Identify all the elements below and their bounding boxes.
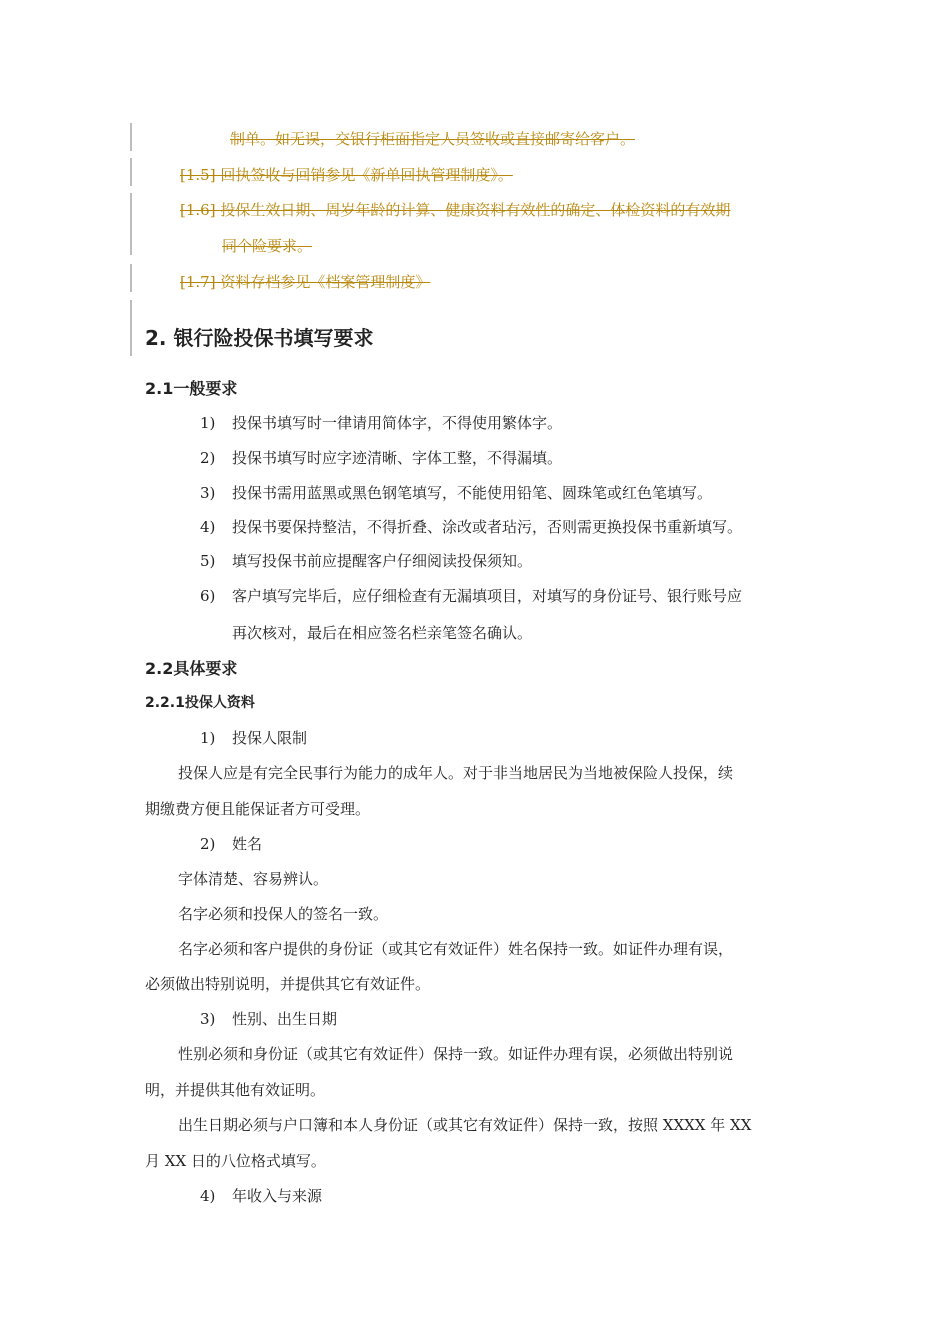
list-item-continuation: 再次核对，最后在相应签名栏亲笔签名确认。 (232, 624, 533, 642)
list-number: 2) (200, 449, 216, 467)
paragraph-line: 名字必须和投保人的签名一致。 (178, 905, 389, 923)
subsection-heading: 2.1一般要求 (145, 379, 238, 398)
list-item (200, 447, 562, 468)
deleted-text-line: [1.6] 投保生效日期、周岁年龄的计算、健康资料有效性的确定、体检资料的有效期 (180, 201, 731, 219)
list-number: 3) (200, 1010, 216, 1028)
paragraph-line: 出生日期必须与户口簿和本人身份证（或其它有效证件）保持一致，按照 XXXX 年 XX (178, 1116, 752, 1134)
change-bar (130, 193, 132, 255)
list-item-text: 投保书要保持整洁，不得折叠、涂改或者玷污，否则需更换投保书重新填写。 (232, 518, 743, 536)
list-item-text: 填写投保书前应提醒客户仔细阅读投保须知。 (232, 552, 533, 570)
paragraph-line: 名字必须和客户提供的身份证（或其它有效证件）姓名保持一致。如证件办理有误， (178, 940, 734, 958)
item-heading (200, 833, 262, 854)
paragraph-line: 投保人应是有完全民事行为能力的成年人。对于非当地居民为当地被保险人投保，续 (178, 764, 734, 782)
list-number: 1) (200, 729, 216, 747)
deleted-text-line: 同个险要求。 (222, 237, 313, 255)
deleted-text-line: [1.7] 资料存档参见《档案管理制度》 (180, 273, 431, 291)
item-heading-text: 投保人限制 (232, 729, 308, 747)
item-heading (200, 1008, 337, 1029)
list-number: 3) (200, 484, 216, 502)
paragraph-line: 字体清楚、容易辨认。 (178, 870, 329, 888)
item-heading (200, 1185, 322, 1206)
paragraph-line: 性别必须和身份证（或其它有效证件）保持一致。如证件办理有误，必须做出特别说 (178, 1045, 734, 1063)
list-number: 2) (200, 835, 216, 853)
list-item (200, 585, 742, 606)
paragraph-line: 必须做出特别说明，并提供其它有效证件。 (145, 975, 431, 993)
list-item-text: 投保书填写时一律请用简体字，不得使用繁体字。 (232, 414, 563, 432)
list-number: 4) (200, 1187, 216, 1205)
deleted-text-line: 制单。如无误，交银行柜面指定人员签收或直接邮寄给客户。 (230, 130, 636, 148)
change-bar (130, 158, 132, 186)
list-number: 1) (200, 414, 216, 432)
list-item (200, 550, 532, 571)
subsection-heading: 2.2具体要求 (145, 659, 238, 678)
list-item (200, 516, 742, 537)
list-item-text: 投保书填写时应字迹清晰、字体工整，不得漏填。 (232, 449, 563, 467)
list-item (200, 482, 712, 503)
change-bar (130, 123, 132, 151)
item-heading-text: 年收入与来源 (232, 1187, 323, 1205)
list-item-text: 投保书需用蓝黑或黑色钢笔填写，不能使用铅笔、圆珠笔或红色笔填写。 (232, 484, 713, 502)
paragraph-line: 月 XX 日的八位格式填写。 (145, 1152, 326, 1170)
section-heading: 2. 银行险投保书填写要求 (145, 326, 374, 350)
list-number: 6) (200, 587, 216, 605)
deleted-text-line: [1.5] 回执签收与回销参见《新单回执管理制度》。 (180, 166, 513, 184)
change-bar (130, 264, 132, 292)
list-item (200, 412, 562, 433)
item-heading-text: 性别、出生日期 (232, 1010, 338, 1028)
list-number: 5) (200, 552, 216, 570)
list-item-text: 客户填写完毕后，应仔细检查有无漏填项目，对填写的身份证号、银行账号应 (232, 587, 743, 605)
change-bar (130, 300, 132, 356)
list-number: 4) (200, 518, 216, 536)
item-heading (200, 727, 307, 748)
paragraph-line: 期缴费方便且能保证者方可受理。 (145, 800, 371, 818)
item-heading-text: 姓名 (232, 835, 263, 853)
subsubsection-heading: 2.2.1投保人资料 (145, 695, 255, 711)
paragraph-line: 明，并提供其他有效证明。 (145, 1081, 326, 1099)
